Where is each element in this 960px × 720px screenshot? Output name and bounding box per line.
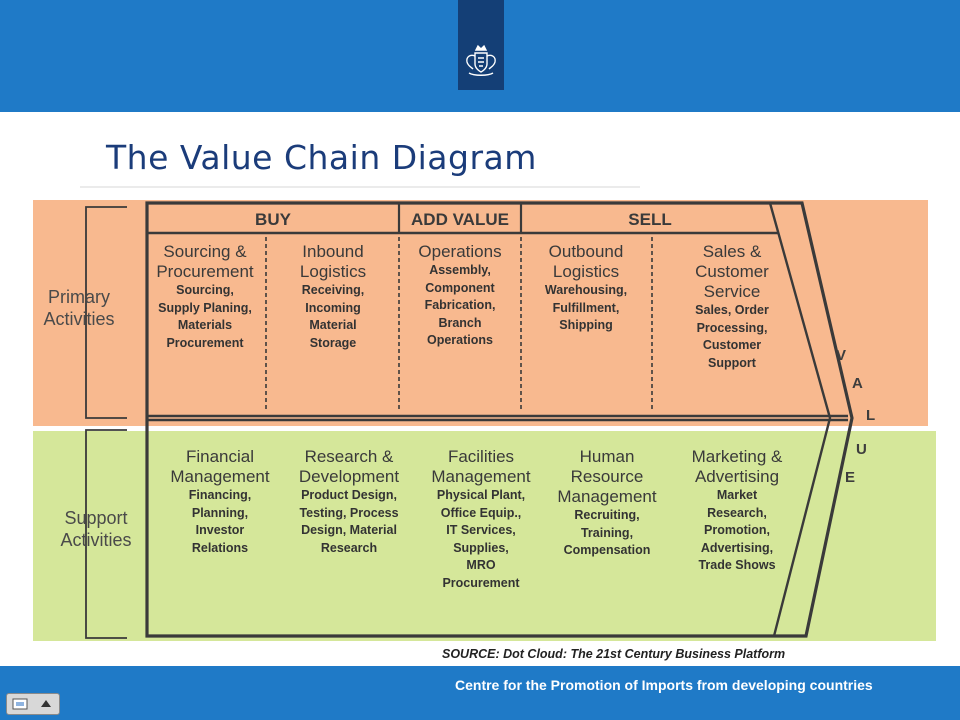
activity-detail: Relations: [191, 540, 249, 555]
support-activity-research: [282, 447, 416, 557]
activity-detail: Procurement: [442, 575, 520, 590]
activity-title: Operations: [418, 242, 502, 261]
primary-activity-sales: [664, 242, 800, 372]
phase-buy: BUY: [255, 210, 291, 229]
phase-sell: SELL: [628, 210, 672, 229]
primary-activities-label: [34, 286, 124, 330]
value-letter-u: U: [856, 441, 867, 458]
activity-title: Outbound: [548, 242, 624, 261]
activity-detail: Component: [425, 280, 495, 295]
activity-title: Logistics: [299, 262, 367, 281]
value-letter-l: L: [866, 407, 876, 424]
activity-detail: Compensation: [563, 543, 651, 557]
support-label-line: Activities: [60, 530, 132, 550]
support-activity-marketing: [674, 447, 800, 575]
primary-activity-operations: [400, 242, 520, 350]
activity-title: Sales &: [702, 242, 762, 261]
activity-detail: IT Services,: [446, 523, 516, 537]
activity-detail: Customer: [702, 338, 762, 352]
value-letter-a: A: [852, 375, 863, 392]
activity-title: Inbound: [302, 242, 364, 261]
activity-detail: Trade Shows: [698, 558, 776, 572]
activity-detail: Investor: [195, 523, 245, 537]
phase-add-value: ADD VALUE: [411, 210, 509, 229]
activity-detail: Design, Material: [301, 523, 397, 537]
activity-detail: Assembly,: [429, 263, 491, 277]
primary-activity-inbound: [268, 242, 398, 352]
slide-nav-icon[interactable]: [7, 694, 59, 714]
activity-detail: Materials: [177, 318, 233, 332]
activity-detail: Supplies,: [453, 540, 509, 555]
activity-detail: Incoming: [305, 300, 361, 315]
activity-detail: Branch: [438, 315, 482, 330]
activity-detail: Promotion,: [704, 523, 770, 537]
activity-detail: Warehousing,: [544, 283, 628, 297]
activity-title: Resource: [570, 467, 644, 486]
activity-title: Customer: [695, 262, 769, 281]
activity-detail: Advertising,: [700, 540, 774, 555]
activity-detail: Planning,: [191, 505, 249, 520]
activity-title: Advertising: [694, 467, 780, 486]
support-activity-financial: [158, 447, 282, 557]
activity-detail: Research,: [707, 505, 767, 520]
value-letter-e: E: [845, 469, 856, 486]
footer-text: Centre for the Promotion of Imports from developing countries: [455, 677, 873, 693]
activity-title: Marketing &: [691, 447, 783, 466]
activity-title: Development: [298, 467, 400, 486]
primary-label-line: Activities: [43, 309, 115, 329]
activity-detail: Testing, Process: [299, 505, 399, 520]
activity-detail: Fabrication,: [424, 298, 496, 312]
value-letter-v: V: [836, 347, 847, 364]
activity-title: Facilities: [447, 447, 515, 466]
activity-detail: Training,: [580, 525, 634, 540]
activity-detail: Material: [309, 318, 357, 332]
activity-title: Service: [703, 282, 761, 301]
footer-bar: [0, 666, 960, 720]
slide-nav-widget[interactable]: [6, 693, 60, 715]
activity-detail: Operations: [427, 333, 493, 347]
activity-title: Management: [170, 467, 270, 486]
activity-title: Human: [579, 447, 635, 466]
activity-detail: Recruiting,: [574, 508, 640, 522]
activity-detail: Storage: [309, 335, 357, 350]
primary-activity-sourcing: [145, 242, 265, 352]
activity-title: Management: [557, 487, 657, 506]
activity-title: Management: [431, 467, 531, 486]
activity-detail: Procurement: [166, 335, 244, 350]
activity-title: Procurement: [156, 262, 254, 281]
activity-detail: Processing,: [696, 320, 768, 335]
support-activity-hr: [546, 447, 668, 560]
slide-title: The Value Chain Diagram: [106, 138, 537, 177]
activity-detail: Office Equip.,: [440, 505, 522, 520]
activity-detail: Financing,: [188, 488, 252, 502]
activity-title: Logistics: [552, 262, 620, 281]
activity-detail: Market: [716, 488, 758, 502]
activity-detail: Physical Plant,: [436, 488, 526, 502]
activity-detail: Receiving,: [301, 283, 365, 297]
activity-title: Sourcing &: [163, 242, 247, 261]
activity-detail: Research: [320, 540, 378, 555]
activity-detail: Product Design,: [301, 488, 397, 502]
activity-detail: Supply Planing,: [158, 300, 252, 315]
activity-detail: Sales, Order: [695, 303, 769, 317]
support-label-line: Support: [64, 508, 128, 528]
support-activities-label: [48, 507, 144, 551]
activity-title: Financial: [185, 447, 255, 466]
source-citation: SOURCE: Dot Cloud: The 21st Century Business Platform: [442, 647, 786, 661]
activity-detail: Shipping: [559, 318, 613, 332]
activity-detail: Support: [708, 355, 756, 370]
support-activity-facilities: [418, 447, 544, 592]
activity-detail: Sourcing,: [176, 283, 234, 297]
activity-detail: Fulfillment,: [552, 300, 620, 315]
primary-label-line: Primary: [48, 287, 110, 307]
activity-detail: MRO: [466, 558, 496, 572]
activity-title: Research &: [304, 447, 394, 466]
primary-activity-outbound: [522, 242, 650, 335]
